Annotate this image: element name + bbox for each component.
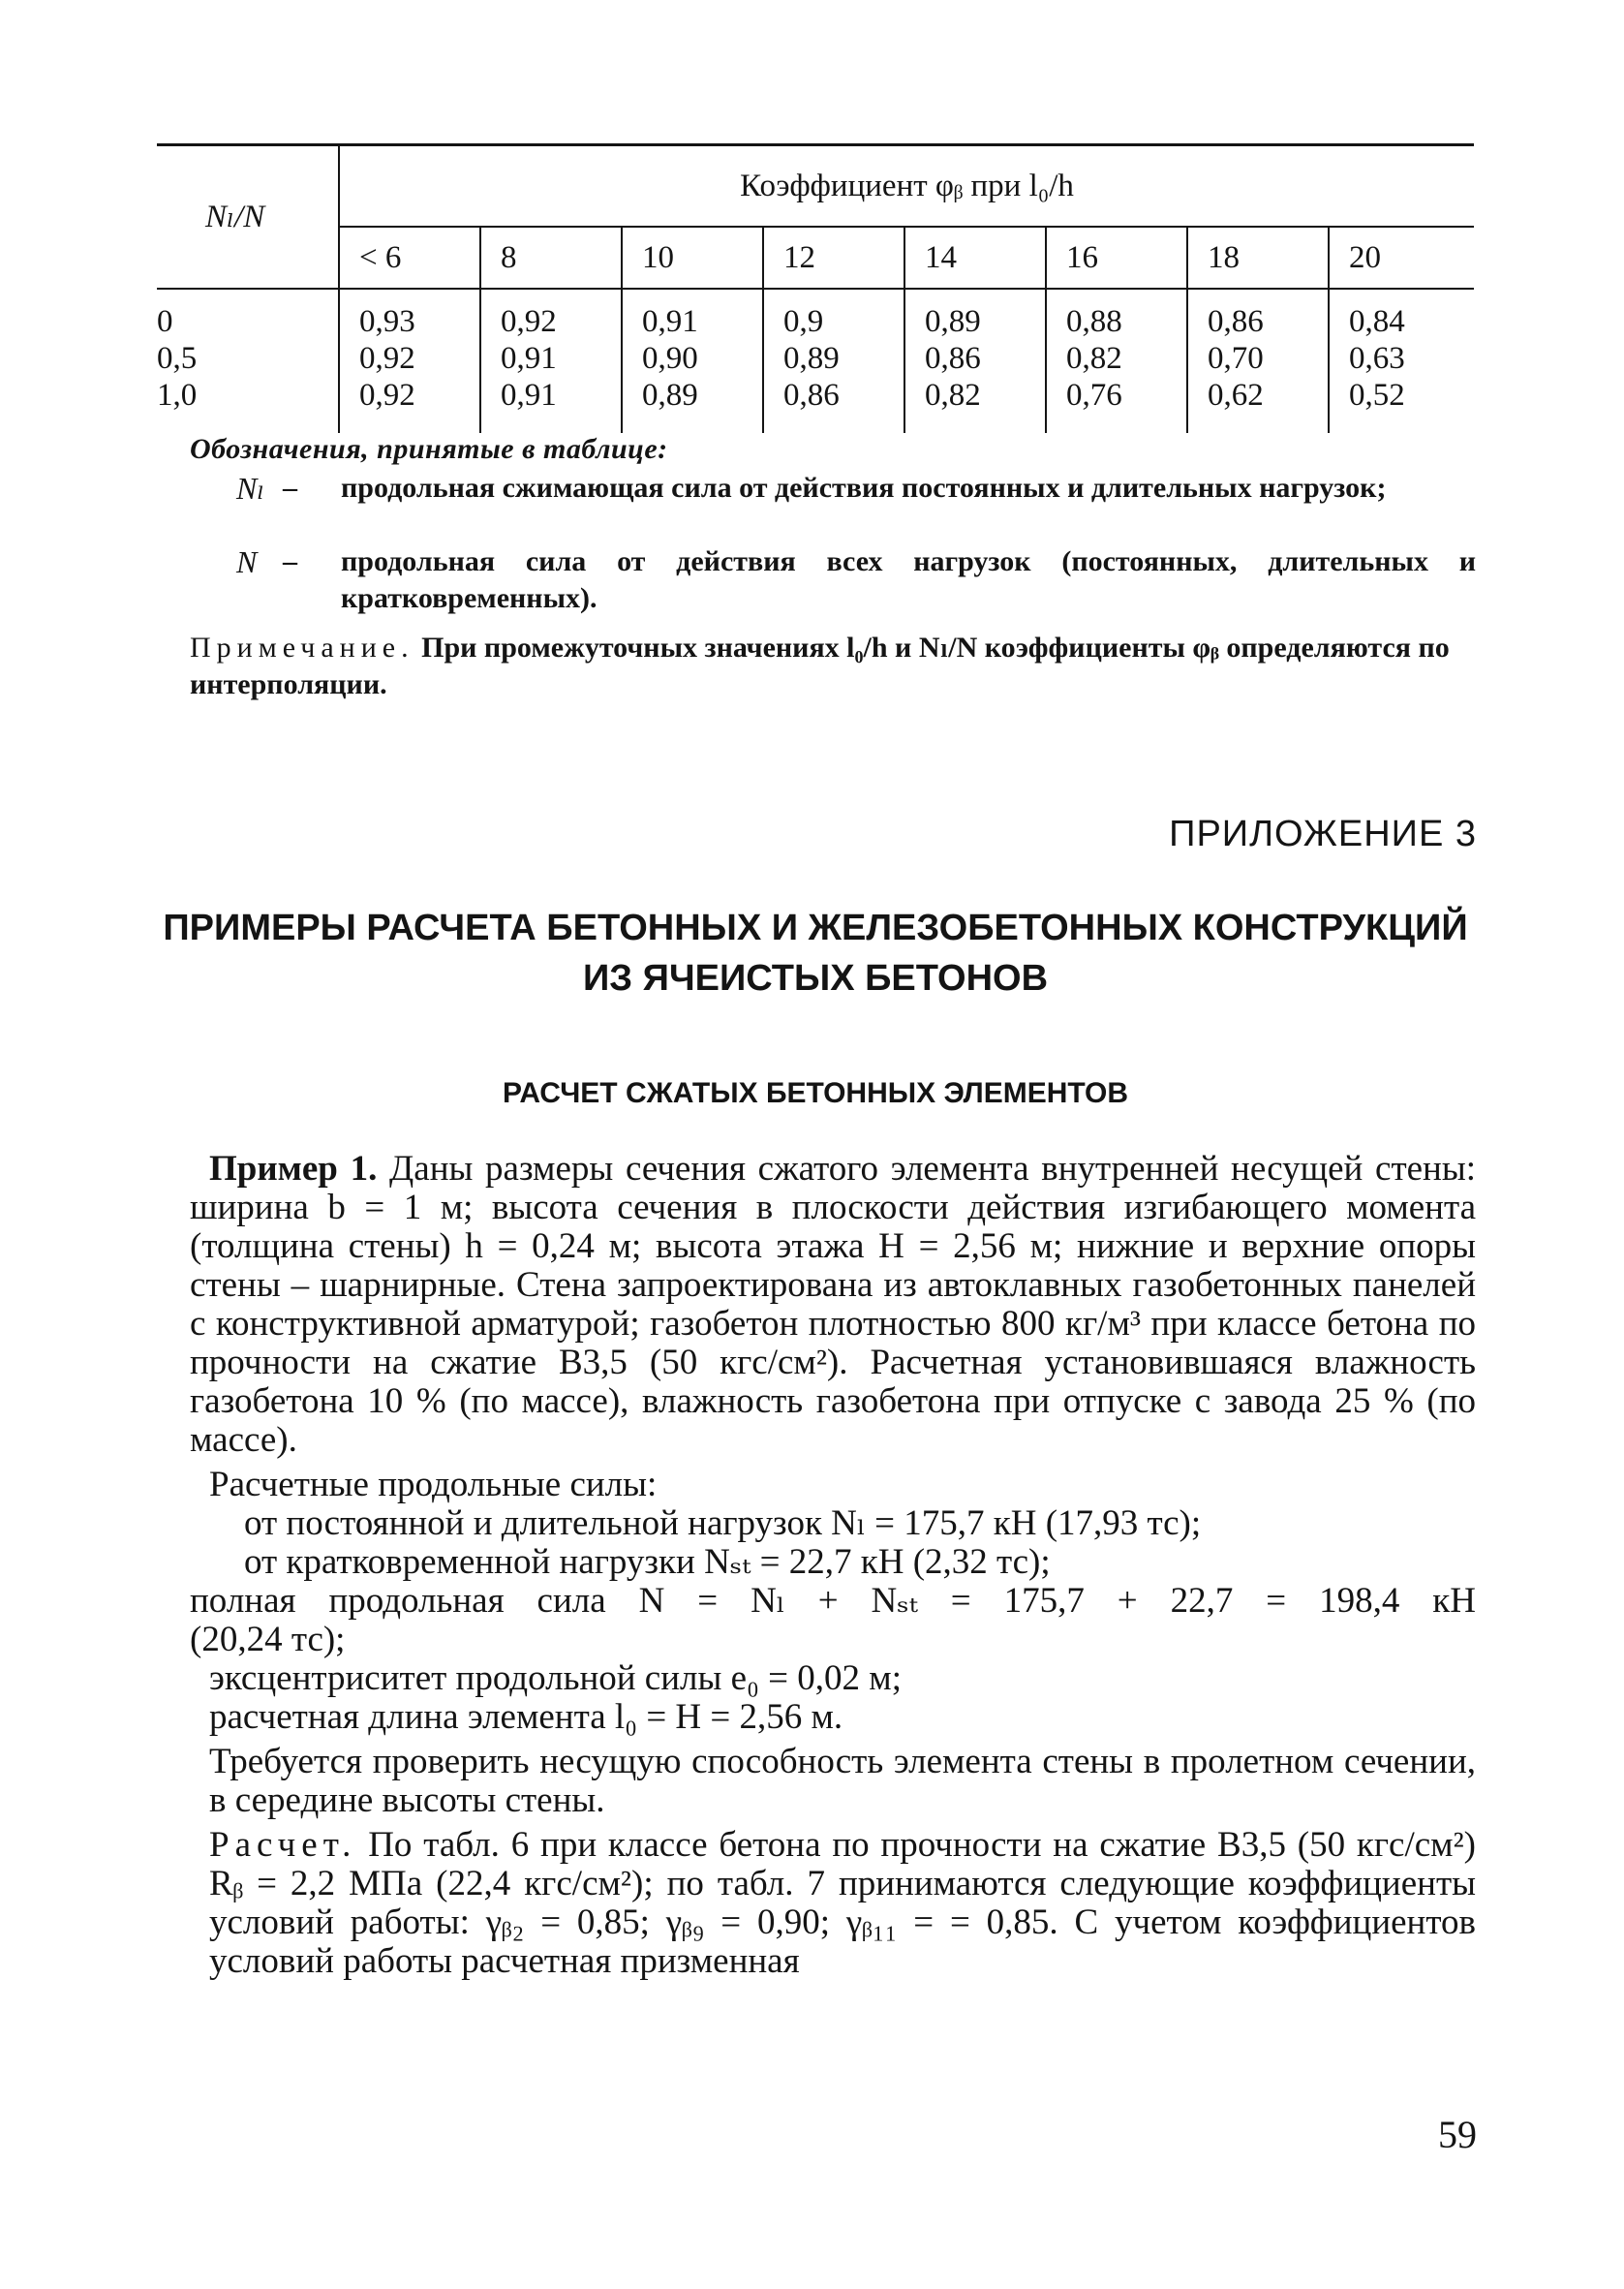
note-label: Примечание. [190,632,414,664]
table-cell: 0,62 [1208,378,1264,413]
table-cell: 0,82 [925,378,981,413]
column-header: 14 [904,227,1046,289]
table-cell: 0,89 [783,341,840,376]
requirement: Требуется проверить несущую способность элемента стены в пролетном сечении, в середине высоты стены. [209,1742,1476,1820]
legend-item [236,543,1476,617]
forces-intro: Расчетные продольные силы: [209,1465,658,1504]
force-total-tail: (20,24 тс); [190,1620,346,1659]
table-cell: 0,88 [1066,304,1122,339]
appendix-title [157,903,1474,1004]
legend-text: продольная сжимающая сила от действия постоянных и длительных нагрузок; [341,472,1387,504]
page-number: 59 [1438,2113,1477,2156]
column-values [480,303,622,414]
table-cell: 0,70 [1208,341,1264,376]
column-values [1187,303,1329,414]
table-cell: 0,89 [642,378,698,413]
column-values [1329,303,1474,414]
row-label: 0,5 [157,341,198,376]
group-header: Коэффициент φᵦ при l₀/h [339,145,1474,228]
legend-title: Обозначения, принятые в таблице: [190,433,668,465]
section-title: РАСЧЕТ СЖАТЫХ БЕТОННЫХ ЭЛЕМЕНТОВ [503,1077,1128,1109]
table-cell: 0,9 [783,304,824,339]
table-cell: 0,93 [359,304,415,339]
legend-dash: – [283,472,297,504]
table-cell: 0,89 [925,304,981,339]
example-label: Пример 1. [209,1149,378,1189]
appendix-label: ПРИЛОЖЕНИЕ 3 [1169,814,1477,854]
force-short: от кратковременной нагрузки Nₛₜ = 22,7 кН (2,32 тс); [244,1542,1051,1582]
table-cell: 0,91 [501,341,557,376]
row-header: Nₗ/N [157,145,339,290]
column-header: 12 [763,227,904,289]
column-header: 16 [1046,227,1187,289]
column-header: 20 [1329,227,1474,289]
table-cell: 0,92 [359,341,415,376]
column-header: 10 [622,227,763,289]
legend-item [236,470,1476,507]
table-cell: 0,84 [1349,304,1405,339]
table-cell: 0,63 [1349,341,1405,376]
table-cell: 0,76 [1066,378,1122,413]
force-long: от постоянной и длительной нагрузок Nₗ = 175,7 кН (17,93 тс); [244,1503,1202,1543]
eccentricity: эксцентриситет продольной силы e₀ = 0,02 м; [209,1658,902,1698]
note-text: При промежуточных значениях l₀/h и Nₗ/N коэффициенты φᵦ определяются по интерполяции. [190,632,1450,700]
column-values [763,303,904,414]
table-cell: 0,91 [501,378,557,413]
column-values [904,303,1046,414]
table-cell: 0,92 [359,378,415,413]
coefficient-table [157,143,1474,433]
column-values [622,303,763,414]
legend-symbol: Nₗ [236,471,265,506]
table-cell: 0,86 [783,378,840,413]
table-cell: 0,90 [642,341,698,376]
appendix-title-line: ПРИМЕРЫ РАСЧЕТА БЕТОННЫХ И ЖЕЛЕЗОБЕТОННЫХ КОНСТРУКЦИЙ [163,908,1468,948]
table-cell: 0,86 [925,341,981,376]
column-header: 18 [1187,227,1329,289]
design-length: расчетная длина элемента l₀ = H = 2,56 м. [209,1697,843,1737]
table-cell: 0,86 [1208,304,1264,339]
legend-dash: – [283,545,297,577]
table-cell: 0,91 [642,304,698,339]
column-values [339,303,480,414]
legend-text: продольная сила от действия всех нагрузок (постоянных, длительных и кратковременных). [341,545,1476,614]
table-note [190,630,1478,703]
legend-symbol: N [236,544,258,579]
calc-label: Расчет. [209,1825,357,1865]
column-header: < 6 [339,227,480,289]
row-label: 0 [157,304,173,339]
table-cell: 0,52 [1349,378,1405,413]
row-label: 1,0 [157,378,198,413]
example-body [190,1150,1476,1981]
column-values [1046,303,1187,414]
appendix-title-line: ИЗ ЯЧЕИСТЫХ БЕТОНОВ [582,958,1049,999]
example-text: Даны размеры сечения сжатого элемента внутренней несущей стены: ширина b = 1 м; высота сечения в плоскости действия изгибающего момента (толщина стены) h = 0,24 м; высота этажа H = 2,56 м; нижние и верхние опоры стены – шарнирные. Стена запроектирована из автоклавных газобетонных панелей с конструктивной арматурой; газобетон плотностью 800 кг/м³ при классе бетона по прочности на сжатие В3,5 (50 кгс/см²). Расчетная установившаяся влажность газобетона 10 % (по массе), влажность газобетона при отпуске с завода 25 % (по массе). [190,1149,1477,1460]
calculation-paragraph [190,1826,1476,1981]
table-cell: 0,82 [1066,341,1122,376]
row-labels [157,303,339,414]
calc-text: По табл. 6 при классе бетона по прочности на сжатие В3,5 (50 кгс/см²) Rᵦ = 2,2 МПа (22,4 кгс/см²); по табл. 7 принимаются следующие коэффициенты условий работы: γᵦ₂ = 0,85; γᵦ₉ = 0,90; γᵦ₁₁ = = 0,85. С учетом коэффициентов условий работы расчетная призменная [209,1825,1476,1981]
table-cell: 0,92 [501,304,557,339]
example-paragraph [190,1150,1476,1460]
column-header: 8 [480,227,622,289]
force-total: полная продольная сила N = Nₗ + Nₛₜ = 175,7 + 22,7 = 198,4 кН [190,1581,1476,1621]
